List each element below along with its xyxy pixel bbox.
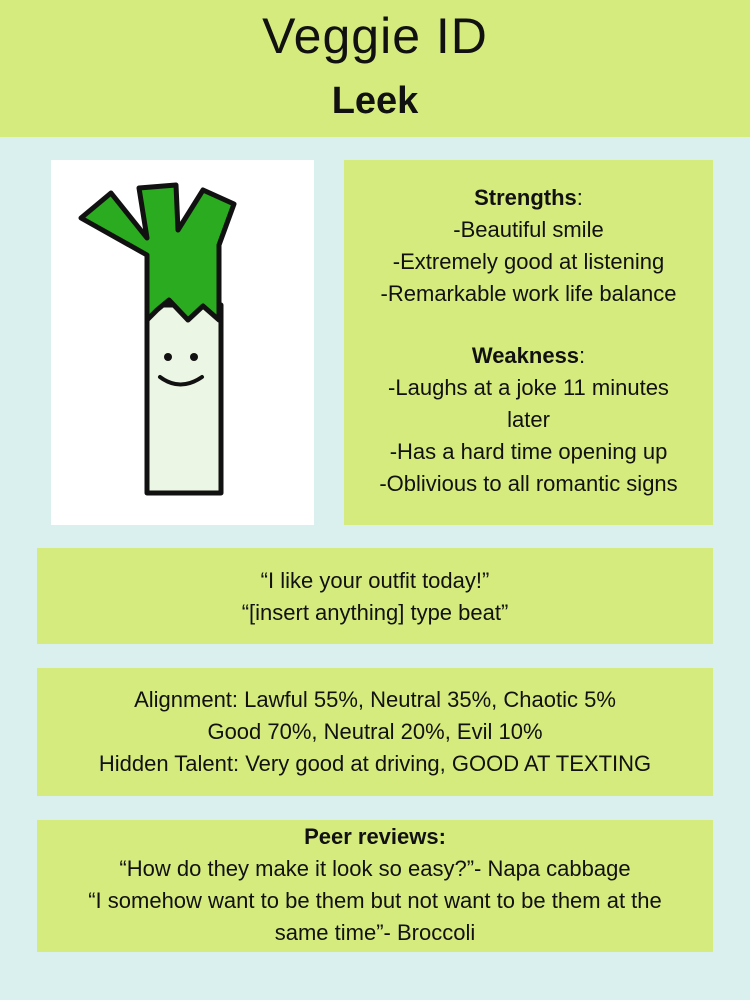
weakness-label: Weakness: [471, 343, 580, 368]
weakness-item: later: [507, 407, 550, 432]
strength-item: -Extremely good at listening: [392, 249, 665, 274]
strength-item: -Beautiful smile: [453, 217, 604, 242]
peer-reviews-panel: [37, 820, 713, 952]
weakness-heading: [344, 340, 713, 372]
review-line: same time”- Broccoli: [274, 920, 476, 945]
morality-line: Good 70%, Neutral 20%, Evil 10%: [207, 719, 543, 744]
weakness-colon: :: [579, 343, 586, 368]
weakness-item: -Laughs at a joke 11 minutes: [388, 375, 669, 400]
strengths-label: Strengths: [474, 185, 577, 210]
leek-leaves: [81, 185, 234, 320]
weakness-item: -Oblivious to all romantic signs: [379, 471, 678, 496]
quote-line: “I like your outfit today!”: [260, 568, 490, 593]
strengths-heading: [344, 182, 713, 214]
quote-line: “[insert anything] type beat”: [241, 600, 509, 625]
page-title: Veggie ID: [262, 8, 488, 64]
alignment-line: Alignment: Lawful 55%, Neutral 35%, Chaotic 5%: [134, 687, 616, 712]
weakness-item: -Has a hard time opening up: [389, 439, 668, 464]
leek-right-eye: [190, 353, 198, 361]
leek-left-eye: [164, 353, 172, 361]
quotes-panel: [37, 548, 713, 644]
header-banner: [0, 0, 750, 137]
review-line: “How do they make it look so easy?”- Napa cabbage: [119, 856, 631, 881]
leek-cartoon-icon: [51, 160, 314, 525]
traits-panel: [344, 160, 713, 525]
leek-illustration-card: [51, 160, 314, 525]
leek-stalk: [147, 305, 221, 493]
veggie-name: Leek: [331, 80, 419, 122]
review-line: “I somehow want to be them but not want to be them at the: [88, 888, 662, 913]
peer-reviews-heading: Peer reviews:: [304, 824, 446, 849]
alignment-panel: [37, 668, 713, 796]
strength-item: -Remarkable work life balance: [380, 281, 677, 306]
strengths-colon: :: [576, 185, 583, 210]
hidden-talent-line: Hidden Talent: Very good at driving, GOOD AT TEXTING: [98, 751, 652, 776]
